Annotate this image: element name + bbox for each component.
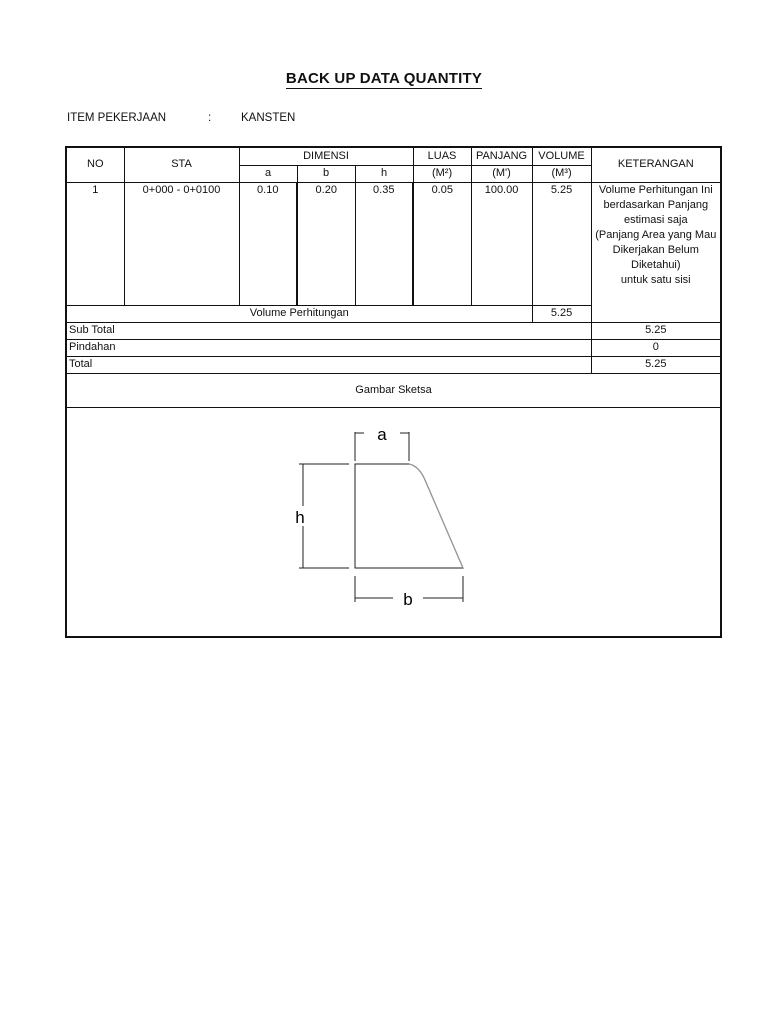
kansten-profile [355, 464, 463, 568]
row-luas: 0.05 [413, 182, 471, 305]
header-panjang: PANJANG [471, 147, 532, 165]
volume-perhitungan-value: 5.25 [532, 305, 591, 322]
sub-total-value: 5.25 [591, 322, 721, 339]
header-luas-unit: (M²) [413, 165, 471, 182]
pindahan-value: 0 [591, 339, 721, 356]
header-keterangan: KETERANGAN [591, 147, 721, 182]
header-panjang-unit: (M') [471, 165, 532, 182]
row-no: 1 [66, 182, 124, 305]
pindahan-label: Pindahan [66, 339, 591, 356]
sketch-area [66, 407, 721, 637]
keterangan-line: berdasarkan Panjang [603, 198, 709, 211]
gambar-sketsa-label: Gambar Sketsa [66, 373, 721, 407]
keterangan-line: Diketahui) [631, 258, 681, 271]
quantity-table [65, 146, 722, 638]
keterangan-line: untuk satu sisi [620, 273, 691, 286]
item-pekerjaan-value: KANSTEN [241, 112, 296, 124]
kansten-slope-shade [409, 464, 463, 568]
dimension-b-label: b [403, 589, 413, 609]
dimension-a-label: a [377, 424, 387, 444]
document-title-text: BACK UP DATA QUANTITY [285, 70, 483, 87]
dimension-h-label: h [295, 507, 305, 527]
keterangan-line: Volume Perhitungan Ini [598, 183, 713, 196]
dimension-h [299, 464, 349, 568]
sub-total-label: Sub Total [66, 322, 591, 339]
row-b: 0.20 [297, 182, 355, 305]
header-luas: LUAS [413, 147, 471, 165]
keterangan-line: (Panjang Area yang Mau [595, 228, 717, 241]
kansten-sketch [67, 408, 720, 636]
row-h: 0.35 [355, 182, 413, 305]
header-volume: VOLUME [532, 147, 591, 165]
row-panjang: 100.00 [471, 182, 532, 305]
header-a: a [239, 165, 297, 182]
header-b: b [297, 165, 355, 182]
header-no: NO [66, 147, 124, 182]
item-pekerjaan-colon: : [208, 112, 212, 124]
header-h: h [355, 165, 413, 182]
row-volume: 5.25 [532, 182, 591, 305]
header-sta: STA [124, 147, 239, 182]
header-volume-unit: (M³) [532, 165, 591, 182]
total-label: Total [66, 356, 591, 373]
volume-perhitungan-label: Volume Perhitungan [66, 305, 532, 322]
header-dimensi: DIMENSI [239, 147, 413, 165]
row-a: 0.10 [239, 182, 297, 305]
item-pekerjaan-label: ITEM PEKERJAAN [67, 112, 167, 124]
total-value: 5.25 [591, 356, 721, 373]
row-sta: 0+000 - 0+0100 [124, 182, 239, 305]
row-keterangan [591, 182, 721, 322]
document-title [0, 70, 768, 87]
keterangan-line: estimasi saja [623, 213, 688, 226]
keterangan-line: Dikerjakan Belum [612, 243, 699, 256]
